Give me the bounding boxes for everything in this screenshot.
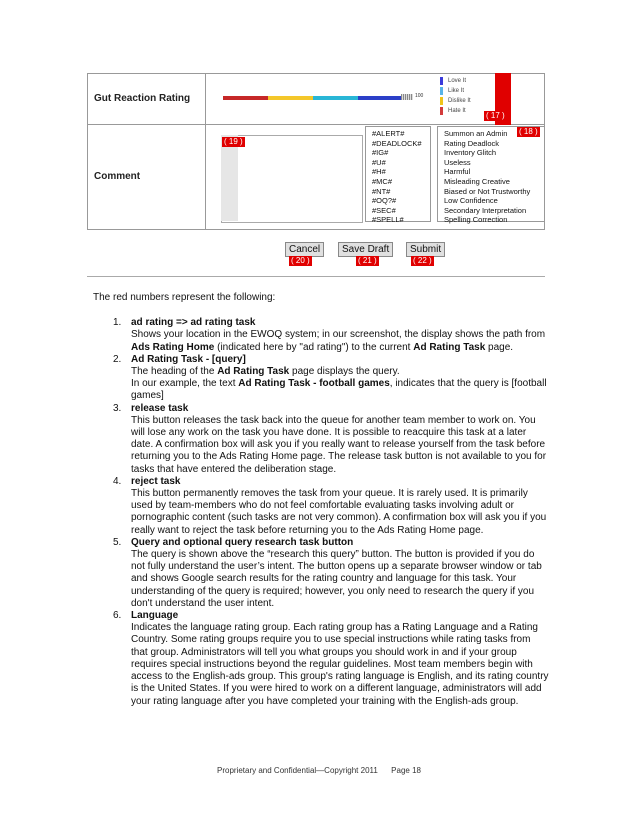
comment-label: Comment — [94, 171, 141, 182]
code-item[interactable]: #SEC# — [372, 205, 396, 215]
emphasis-text: Ad Rating Task - football games — [238, 378, 390, 390]
marker-20: ( 20 ) — [291, 256, 310, 265]
legend-hate-it — [440, 106, 471, 116]
list-item-number: 1. — [113, 317, 122, 329]
list-item-title: Query and optional query research task button — [131, 536, 354, 548]
explanation-section — [93, 292, 549, 708]
rating-legend — [440, 76, 471, 116]
comment-textarea-scrollbar[interactable] — [221, 135, 238, 221]
code-meaning: Low Confidence — [444, 196, 498, 206]
list-item-title: reject task — [131, 475, 181, 487]
code-item[interactable]: #IG# — [372, 148, 389, 158]
code-item[interactable]: #U# — [372, 157, 386, 167]
legend-label: Like It — [448, 88, 465, 94]
code-meaning: Useless — [444, 157, 471, 167]
list-item-number: 3. — [113, 402, 122, 414]
code-item[interactable]: #MC# — [372, 176, 393, 186]
comment-codes-list — [365, 126, 431, 225]
list-item — [93, 317, 549, 354]
legend-label: Dislike It — [448, 98, 471, 104]
marker-17: ( 17 ) — [486, 111, 505, 120]
code-meaning: Rating Deadlock — [444, 138, 500, 148]
legend-swatch-icon — [440, 97, 443, 105]
code-item[interactable]: #NT# — [372, 186, 391, 196]
list-item-body: The query is shown above the “research this query” button. The button is provided if you do not fully understand the user’s intent. The button opens up a separate browser window or tab and shows Google search results for the rating country and language for this task. Your understanding of the query is required; however, you only need to research the query if you don't understand the user intent. — [131, 549, 542, 609]
legend-swatch-icon — [440, 87, 443, 95]
legend-label: Love It — [448, 78, 467, 84]
list-item-title: Ad Rating Task - [query] — [131, 353, 246, 365]
code-item[interactable]: #H# — [372, 167, 386, 177]
intro-text: The red numbers represent the following: — [93, 292, 276, 303]
code-item[interactable]: #DEADLOCK# — [372, 138, 422, 148]
legend-swatch-icon — [440, 77, 443, 85]
list-item — [93, 537, 549, 610]
code-meaning: Biased or Not Trustworthy — [444, 186, 531, 196]
page-footer: Proprietary and Confidential—Copyright 2011 Page 18 — [217, 766, 421, 775]
cancel-button[interactable]: Cancel — [285, 242, 324, 257]
list-item-body: This button permanently removes the task from your queue. It is rarely used. It is primarily used by team-members who do not feel comfortable evaluating tasks involving adult or pornographic content (such tasks are not very common). A confirmation box will ask you if you really want to reject the task before returning you to the Ads Rating Home page. — [131, 488, 547, 536]
legend-dislike-it — [440, 96, 471, 106]
legend-label: Hate It — [448, 108, 466, 114]
list-item-number: 2. — [113, 353, 122, 365]
save-draft-button[interactable]: Save Draft — [338, 242, 393, 257]
marker-18: ( 18 ) — [519, 127, 538, 136]
comment-textarea[interactable] — [221, 135, 363, 223]
code-item[interactable]: #SPELL# — [372, 215, 404, 225]
code-meaning: Spelling Correction — [444, 215, 508, 225]
list-item-body: Indicates the language rating group. Each rating group has a Rating Language and a Rating Country. Some rating groups require you to use special instructions while rating tasks from that group. Administrators will tell you what groups you should work in and if your group requires special instructions beyond the regular guidelines. Most team members begin with access to the English-ads group. This group's rating language is English, and its rating country is the United States. If you were hired to work on a different language, administrators will add your rating language after you have completed your training with the English-ads group. — [131, 622, 549, 707]
slider-yellow-segment — [268, 96, 313, 100]
list-item-body: This button releases the task back into the queue for another team member to work on. You will lose any work on the task you have done. It is possible to reacquire this task at a later date. A confirmation box will ask you if you really want to release yourself from the task before returning you to the Ads Rating Home page. The release task button is not available to you for tasks that have entered the deliberation stage. — [131, 414, 547, 475]
list-item — [93, 610, 549, 708]
list-item-title: Language — [131, 610, 179, 622]
marker-22: ( 22 ) — [413, 256, 432, 265]
marker-19: ( 19 ) — [224, 137, 243, 146]
emphasis-text: Ads Rating Home — [131, 341, 215, 353]
list-item — [93, 476, 549, 537]
slider-handle[interactable] — [401, 94, 413, 100]
list-item-number: 6. — [113, 610, 122, 622]
table-divider — [205, 73, 206, 230]
slider-blue-segment — [358, 96, 401, 100]
list-item-title: ad rating => ad rating task — [131, 317, 256, 329]
list-item — [93, 354, 549, 403]
gut-reaction-label: Gut Reaction Rating — [94, 93, 191, 104]
section-divider — [87, 276, 545, 277]
slider-value: 100 — [415, 93, 424, 99]
numbered-list — [93, 317, 549, 708]
code-meaning: Misleading Creative — [444, 176, 510, 186]
code-meaning: Harmful — [444, 167, 471, 177]
slider-red-segment — [223, 96, 268, 100]
marker-21: ( 21 ) — [358, 256, 377, 265]
submit-button[interactable]: Submit — [406, 242, 445, 257]
list-item-body: The heading of the Ad Rating Task page displays the query. In our example, the text Ad Rating Task - football games, indicates that the query is [football games] — [131, 366, 547, 402]
emphasis-text: Ad Rating Task — [413, 341, 486, 353]
slider-cyan-segment — [313, 96, 358, 100]
gut-reaction-slider[interactable] — [223, 96, 401, 100]
legend-like-it — [440, 86, 471, 96]
list-item-body: Shows your location in the EWOQ system; in our screenshot, the display shows the path from Ads Rating Home (indicated here by "ad rating") to the current Ad Rating Task page. — [131, 329, 546, 353]
code-meaning: Inventory Glitch — [444, 148, 497, 158]
code-item[interactable]: #ALERT# — [372, 129, 405, 138]
list-item-number: 4. — [113, 475, 122, 487]
emphasis-text: Ad Rating Task — [217, 366, 290, 378]
code-meaning: Summon an Admin — [444, 129, 508, 138]
code-meaning: Secondary Interpretation — [444, 205, 527, 215]
legend-swatch-icon — [440, 107, 443, 115]
list-item-number: 5. — [113, 536, 122, 548]
list-item-title: release task — [131, 402, 189, 414]
legend-love-it — [440, 76, 471, 86]
code-item[interactable]: #OQ?# — [372, 196, 397, 206]
list-item — [93, 403, 549, 476]
comment-code-meanings — [437, 126, 545, 225]
